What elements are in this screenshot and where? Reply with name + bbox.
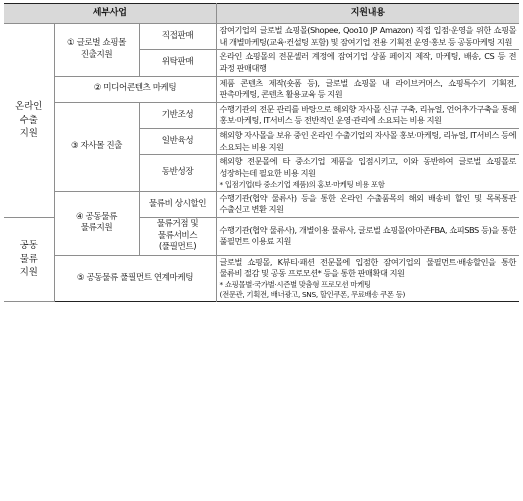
sub-business-cell [139,50,216,76]
cell-text: ③ 자사몰 진출 [70,140,123,151]
cell-text: 위탁판매 [161,57,194,68]
support-area-cell [4,24,54,218]
table-row [4,191,519,217]
cell-text: ④ 공동물류 물류지원 [76,211,117,234]
sub-business-cell [139,102,216,128]
sub-business-cell [139,129,216,155]
header-content: 지원내용 [216,4,519,24]
table-row [4,76,519,102]
sub-business-cell [139,217,216,255]
table-row [4,24,519,50]
cell-text: 해외향 전문몰에 타 중소기업 제품을 입점시키고, 이와 동반하여 글로벌 쇼핑몰로 성장하는데 필요한 비용 지원 [219,156,517,179]
cell-text: 글로벌 쇼핑몰, K뷰티·패션 전문몰에 입점한 잠여기업의 물필먼트·배송할인을 통한 물류비 절감 및 공동 프로모션* 등을 통한 판매확대 지원 [219,256,517,279]
cell-text: 해외향 자사몰을 보유 중인 온라인 수출기업의 자사몰 홍보·마케팅, 리뉴얼, IT서비스 등에 소요되는 비용 지원 [219,130,517,152]
cell-text: 공동 물류 지원 [19,240,38,279]
cell-text: 수행기관(협약 물류사), 개별이용 물류사, 글로벌 쇼핑몰(아마존FBA, 쇼피SBS 등)을 통한 풀필먼트 이용료 지원 [219,224,517,247]
support-content-cell [216,191,519,217]
sub-business-cell [139,155,216,191]
table-row [4,102,519,128]
cell-text: 수행기관의 전문 관리를 바탕으로 해외향 자사몰 신규 구축, 리뉴얼, 언어추가구축을 통해 홍보·마케팅, IT서비스 등 전반적인 운영·관리에 소요되는 비용 지원 [219,103,517,126]
support-content-cell [216,255,519,301]
business-cell [54,255,216,301]
support-program-table [4,3,519,302]
support-area-cell [4,217,54,301]
support-content-cell [216,50,519,76]
cell-text: 수행기관(협약 물류사) 등을 통한 온라인 수출품목의 해외 배송비 할인 및 목록통관 수출신고 변환 지원 [219,192,517,215]
support-content-cell [216,155,519,191]
sub-business-cell [139,24,216,50]
table-body [4,24,519,302]
support-content-cell [216,24,519,50]
cell-text: 온라인 수출 지원 [15,101,43,140]
cell-text: 온라인 쇼핑몰의 전문셀러 계정에 잠여기업 상품 페이지 제작, 마케팅, 배송, CS 등 전 과정 판매대행 [219,51,517,73]
sub-business-cell [139,191,216,217]
table-header [4,4,519,24]
cell-text: 기반조성 [161,109,194,120]
cell-text: ② 미디어콘텐츠 마케팅 [93,83,177,94]
cell-text: 일반육성 [161,135,194,146]
cell-text: 물류비 상시할인 [148,198,207,209]
cell-text: 제품 콘텐츠 제작(숏폼 등), 글로벌 쇼핑몰 내 라이브커머스, 쇼핑특수기 기획전, 판촉마케팅, 콘텐츠 활용교육 등 지원 [219,77,517,100]
cell-text: 동반성장 [161,167,194,178]
business-cell [54,191,139,255]
business-cell [54,24,139,77]
support-content-cell [216,102,519,128]
cell-text: 물류거점 및 물류서비스 (풀필먼트) [156,218,199,253]
header-business: 세부사업 [4,4,216,24]
support-content-cell [216,217,519,255]
cell-text: ⑤ 공동물류 풀필먼트 연계마케팅 [76,272,194,283]
cell-text: 직접판매 [161,30,194,41]
footnote: * 쇼핑몰별·국가별·시즌별 맞춤형 프로모션 마케팅 [219,280,371,290]
business-cell [54,102,139,191]
cell-text: ① 글로벌 쇼핑몰 진출지원 [67,38,126,60]
support-content-cell [216,76,519,102]
footnote: * 입점기업(타 중소기업 제품)의 홍보·마케팅 비용 포함 [219,179,385,189]
header-row [4,4,519,24]
cell-text: 잠여기업의 글로벌 쇼핑몰(Shopee, Qoo10 JP Amazon) 직접 입점·운영을 위한 쇼핑몰 내 개별마케팅(교육·컨설팅 포함) 및 잠여기업 전용 기획전 운영·홍보 등 공동마케팅 지원 [219,25,517,47]
table-row [4,255,519,301]
footnote: (전문관, 기획전, 배너광고, SNS, 할인쿠폰, 무료배송 쿠폰 등) [219,290,406,299]
support-content-cell [216,129,519,155]
business-cell [54,76,216,102]
